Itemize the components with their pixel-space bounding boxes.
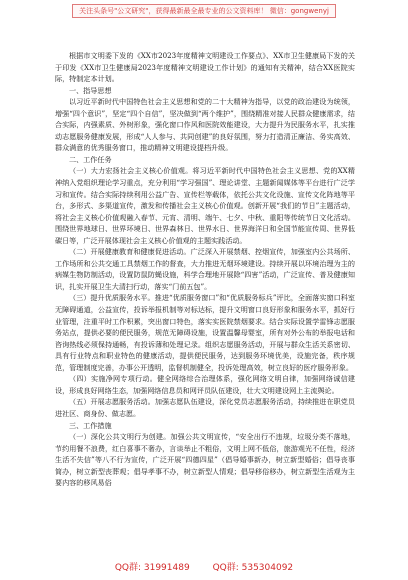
body-paragraph: 以习近平新时代中国特色社会主义思想和党的二十大精神为指导，以党的政治建设为统领，增强“四个意识”，坚定“四个自信”，坚决做到“两个维护”，围绕精准对接人民群众健康需求，结合实际，内强素质、外树形象，强化窗口作风和医院效能建设，大力提升为民服务水平，扎实推动志愿服务健康发展，形成“人人参与、共同创建”的良好氛围，努力打造清正廉洁、务实高效、群众满意的优秀服务窗口，推动精神文明建设提档升级。 <box>55 97 355 153</box>
body-paragraph: （五）开展志愿服务活动。加强志愿队伍建设，深化党员志愿服务活动，持续推进在职党员进社区、商身份、做志愿。 <box>55 397 355 418</box>
section-heading: 二、工作任务 <box>69 154 112 164</box>
footer-qq-group-2: QQ群: 535304092 <box>212 563 294 573</box>
promo-banner-text: 关注头条号"公文研究"，获得最新最全最专业的公文资料库！ 微信：gongwenyj <box>72 4 336 18</box>
document-body <box>55 50 355 489</box>
body-paragraph: （二）开展健康教育和健康促进活动。广泛深入开展禁烟、控烟宣传，加强室内公共场所、工作场所和公共交通工具禁烟工作的督查，大力推进无烟环境建设。持续开展以环境治理为主的病媒生物防制活动，设置防鼠防蝇设施，科学合理地开展除“四害”活动，广泛宣传、普及健康知识，扎实开展卫生大清扫行动，落实“门前五包”。 <box>55 247 355 291</box>
body-paragraph: （三）提升优质服务水平。推进“优质服务窗口”和“优质服务标兵”评比，全面落实窗口科室无障碍通道，公益宣传，投诉举报机制等对标达标，提升文明窗口良好形象和服务水平，抓好行业管理，注重平时工作积累，突出窗口特色，落实实医院禁烟要求。结合实际设置学雷锋志愿服务站点，提供必要的便民服务，规范无障碍设施，设置温馨母婴室，所有对外公布的举报电话和咨询热线必须保持通畅，有投诉薄和处理记录。组织志愿服务活动，开展与群众生活关系密切、具有行业特点和职业特色的健康活动，提供便民服务，达到服务环境优美，设施完备，秩序规范，管理制度完善，办事公开透明，监督机制健全，投诉处理高效，树立良好的医疗服务形象。 <box>55 293 355 372</box>
body-paragraph: （一）大力宏扬社会主义核心价值观。将习近平新时代中国特色社会主义思想、党的XX精神纳入党组织理论学习重点，充分利用“学习强国”、理论讲堂、主题新闻媒体等平台进行广泛学习和宣传。结合实际持续利用公益广告、宣传栏等载体，依托公共文化设施、宣传文化阵地等平台，多形式、多渠道宣传，激发和传播社会主义核心价值观。创新开展“我们的节日”主题活动，将社会主义核心价值观融入春节、元宵、清明、端午、七夕、中秋、重阳等传统节日文化活动。围绕世界地球日、世界环境日、世界森林日、世界水日、世界海洋日和全国节能宣传周、世界低碳日等，广泛开展体现社会主义核心价值观的主题实践活动。 <box>55 166 355 245</box>
body-paragraph: （一）深化公共文明行为创建。加强公共文明宣传，“安全出行不违规，垃圾分类不落地，节约用餐不浪费，红白喜事不奢办，言谈举止不粗俗，文明上网不低俗，旅游观光不任性，经济生活不失信”等八不行为宣传，广泛开展“四德四星”（倡导婚事新办，树立新型婚俗；倡导丧事简办，树立新型丧葬观；倡导孝事不办，树立新型人情观；倡导移俗移办，树立新型生活观为主要内容的移风易俗 <box>55 432 355 488</box>
section-heading: 一、指导思想 <box>69 85 112 95</box>
footer-contacts <box>0 562 408 574</box>
body-paragraph: （四）实施净网专项行动。健全网络综合治理体系，强化网络文明自律，加强网络诚信建设，形成良好网络生态，加强网络信息员和网评员队伍建设，壮大文明建设网上主流舆论。 <box>55 374 355 395</box>
body-paragraph: 根据市文明委下发的《XX市2023年度精神文明建设工作要点》、XX市卫生健康局下发的关于印发《XX市卫生健康局2023年度精神文明建设工作计划》的通知有关精神，结合XX医院实际，特制定本计划。 <box>55 51 355 84</box>
promo-banner <box>0 0 408 34</box>
section-heading: 三、工作措施 <box>69 420 112 430</box>
footer-qq-group-1: QQ群: 31991489 <box>114 563 190 573</box>
